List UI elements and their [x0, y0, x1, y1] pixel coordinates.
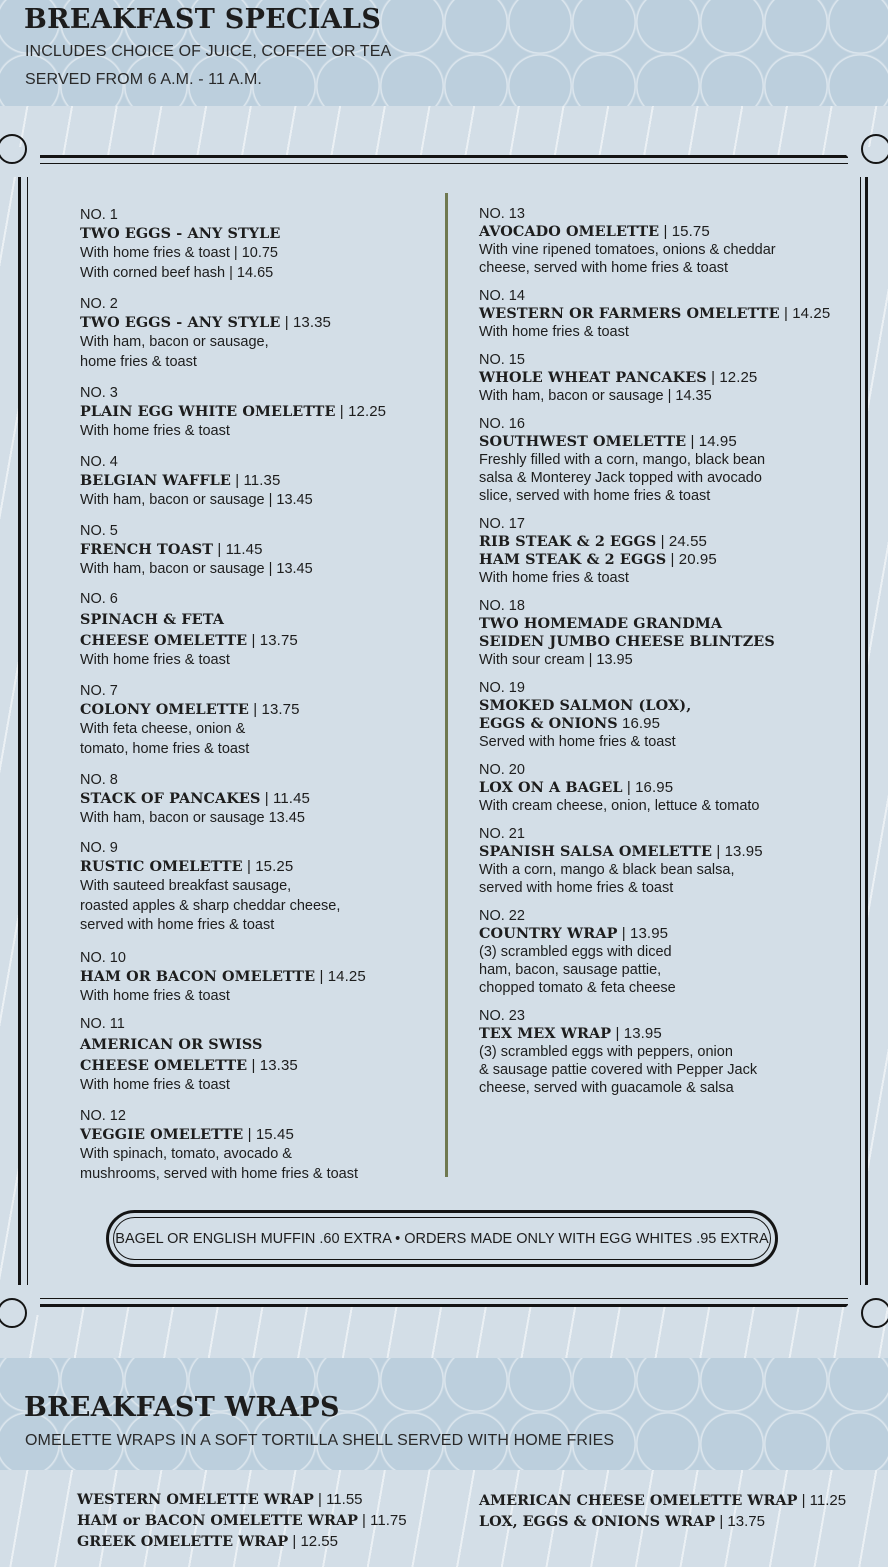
column-divider [445, 193, 448, 1177]
item-name-line2: SEIDEN JUMBO CHEESE BLINTZES [479, 633, 775, 650]
menu-item [80, 590, 440, 671]
item-name: STACK OF PANCAKES | 11.45 [80, 790, 310, 807]
item-description: With feta cheese, onion & [80, 721, 246, 737]
menu-item [479, 1007, 839, 1097]
item-description: Served with home fries & toast [479, 734, 676, 750]
item-name: TEX MEX WRAP | 13.95 [479, 1025, 662, 1042]
item-description: With home fries & toast [80, 423, 230, 439]
item-name: VEGGIE OMELETTE | 15.45 [80, 1126, 294, 1143]
item-name: WHOLE WHEAT PANCAKES | 12.25 [479, 369, 758, 386]
item-name: WESTERN OR FARMERS OMELETTE | 14.25 [479, 305, 831, 322]
menu-item [479, 351, 839, 405]
item-name: SPINACH & FETA [80, 611, 224, 628]
item-number: NO. 2 [80, 296, 118, 312]
menu-item [80, 206, 440, 283]
item-description: served with home fries & toast [479, 880, 674, 896]
frame-corner [10, 1285, 40, 1315]
menu-item [479, 761, 839, 815]
menu-item [479, 415, 839, 505]
item-number: NO. 8 [80, 772, 118, 788]
item-number: NO. 20 [479, 762, 525, 778]
item-description: With ham, bacon or sausage | 13.45 [80, 561, 313, 577]
item-number: NO. 16 [479, 416, 525, 432]
item-name: AMERICAN OR SWISS [80, 1036, 263, 1053]
extras-note-pill [106, 1210, 778, 1267]
menu-item [80, 384, 440, 442]
item-description: With home fries & toast [479, 570, 629, 586]
breakfast-subtitle-hours: SERVED FROM 6 A.M. - 11 A.M. [25, 71, 262, 88]
wrap-item: GREEK OMELETTE WRAP | 12.55 [77, 1533, 338, 1550]
item-description: & sausage pattie covered with Pepper Jack [479, 1062, 758, 1078]
item-description: ham, bacon, sausage pattie, [479, 962, 662, 978]
item-number: NO. 14 [479, 288, 525, 304]
item-description: (3) scrambled eggs with diced [479, 944, 672, 960]
item-name: TWO HOMEMADE GRANDMA [479, 615, 723, 632]
wrap-item: LOX, EGGS & ONIONS WRAP | 13.75 [479, 1513, 765, 1530]
wraps-list-left [77, 1489, 407, 1552]
menu-item [80, 453, 440, 511]
item-description: With ham, bacon or sausage | 13.45 [80, 492, 313, 508]
item-name: BELGIAN WAFFLE | 11.35 [80, 472, 281, 489]
wrap-item: AMERICAN CHEESE OMELETTE WRAP | 11.25 [479, 1492, 847, 1509]
item-number: NO. 13 [479, 206, 525, 222]
item-description: With vine ripened tomatoes, onions & cheddar [479, 242, 776, 258]
item-description: With home fries & toast [80, 988, 230, 1004]
item-description: With sauteed breakfast sausage, [80, 878, 292, 894]
item-number: NO. 3 [80, 385, 118, 401]
menu-item [479, 287, 839, 341]
extras-note-text: BAGEL OR ENGLISH MUFFIN .60 EXTRA • ORDERS MADE ONLY WITH EGG WHITES .95 EXTRA [113, 1217, 771, 1260]
item-name: SPANISH SALSA OMELETTE | 13.95 [479, 843, 763, 860]
item-number: NO. 22 [479, 908, 525, 924]
item-description: With home fries & toast [80, 1077, 230, 1093]
item-number: NO. 17 [479, 516, 525, 532]
wraps-list-right [479, 1490, 846, 1532]
item-description: With home fries & toast | 10.75 [80, 245, 278, 261]
menu-item [479, 205, 839, 277]
frame-corner [10, 147, 40, 177]
item-description: home fries & toast [80, 353, 197, 370]
item-name: RIB STEAK & 2 EGGS | 24.55 [479, 533, 707, 550]
item-name: HAM OR BACON OMELETTE | 14.25 [80, 968, 366, 985]
wrap-item: WESTERN OMELETTE WRAP | 11.55 [77, 1491, 363, 1508]
frame-corner [848, 147, 878, 177]
menu-item [80, 522, 440, 580]
item-name: COLONY OMELETTE | 13.75 [80, 701, 300, 718]
menu-item [80, 1015, 440, 1096]
breakfast-specials-title: BREAKFAST SPECIALS [24, 4, 382, 35]
item-number: NO. 23 [479, 1008, 525, 1024]
menu-item [80, 682, 440, 759]
item-name: LOX ON A BAGEL | 16.95 [479, 779, 674, 796]
item-name: AVOCADO OMELETTE | 15.75 [479, 223, 710, 240]
menu-item [479, 679, 839, 751]
item-description: (3) scrambled eggs with peppers, onion [479, 1044, 733, 1060]
item-description: With ham, bacon or sausage, [80, 334, 269, 350]
frame-corner [848, 1285, 878, 1315]
item-number: NO. 19 [479, 680, 525, 696]
item-name-line2: HAM STEAK & 2 EGGS | 20.95 [479, 551, 717, 568]
item-name: SOUTHWEST OMELETTE | 14.95 [479, 433, 737, 450]
item-description: Freshly filled with a corn, mango, black bean [479, 452, 766, 468]
item-description: With corned beef hash | 14.65 [80, 264, 274, 281]
item-description: With sour cream | 13.95 [479, 652, 633, 668]
item-description: With home fries & toast [80, 652, 230, 668]
item-number: NO. 15 [479, 352, 525, 368]
item-name: PLAIN EGG WHITE OMELETTE | 12.25 [80, 403, 387, 420]
item-name: TWO EGGS - ANY STYLE | 13.35 [80, 314, 331, 331]
item-number: NO. 6 [80, 591, 118, 607]
item-description: mushrooms, served with home fries & toast [80, 1165, 359, 1182]
item-description: served with home fries & toast [80, 917, 275, 933]
item-description: cheese, served with home fries & toast [479, 260, 729, 276]
item-name-line2: EGGS & ONIONS 16.95 [479, 715, 661, 732]
item-number: NO. 10 [80, 950, 126, 966]
menu-item [479, 907, 839, 997]
item-number: NO. 5 [80, 523, 118, 539]
item-description: With cream cheese, onion, lettuce & tomato [479, 798, 760, 814]
item-name: FRENCH TOAST | 11.45 [80, 541, 263, 558]
item-number: NO. 21 [479, 826, 525, 842]
item-description: roasted apples & sharp cheddar cheese, [80, 897, 341, 914]
menu-item [80, 949, 440, 1007]
item-description: salsa & Monterey Jack topped with avocado [479, 470, 762, 486]
menu-item [479, 515, 839, 587]
item-number: NO. 4 [80, 454, 118, 470]
item-description: chopped tomato & feta cheese [479, 980, 676, 996]
item-number: NO. 9 [80, 840, 118, 856]
menu-item [479, 597, 839, 669]
item-description: With ham, bacon or sausage | 14.35 [479, 388, 712, 404]
item-number: NO. 11 [80, 1016, 125, 1032]
menu-item [80, 839, 440, 936]
item-description: With spinach, tomato, avocado & [80, 1146, 292, 1162]
item-description: With ham, bacon or sausage 13.45 [80, 810, 305, 826]
breakfast-wraps-subtitle: OMELETTE WRAPS IN A SOFT TORTILLA SHELL SERVED WITH HOME FRIES [25, 1432, 615, 1449]
item-name-line2: CHEESE OMELETTE | 13.75 [80, 632, 298, 649]
item-number: NO. 12 [80, 1108, 126, 1124]
item-number: NO. 1 [80, 207, 118, 223]
menu-item [80, 1107, 440, 1184]
item-name: SMOKED SALMON (LOX), [479, 697, 692, 714]
menu-item [80, 295, 440, 372]
breakfast-wraps-title: BREAKFAST WRAPS [24, 1392, 340, 1423]
breakfast-subtitle-drinks: INCLUDES CHOICE OF JUICE, COFFEE OR TEA [25, 43, 392, 60]
wrap-item: HAM or BACON OMELETTE WRAP | 11.75 [77, 1512, 407, 1529]
item-name: COUNTRY WRAP | 13.95 [479, 925, 669, 942]
item-description: slice, served with home fries & toast [479, 488, 711, 504]
item-description: tomato, home fries & toast [80, 740, 250, 757]
item-number: NO. 7 [80, 683, 118, 699]
item-number: NO. 18 [479, 598, 525, 614]
item-name: TWO EGGS - ANY STYLE [80, 225, 281, 242]
item-name-line2: CHEESE OMELETTE | 13.35 [80, 1057, 298, 1074]
item-name: RUSTIC OMELETTE | 15.25 [80, 858, 294, 875]
menu-item [479, 825, 839, 897]
item-description: With home fries & toast [479, 324, 629, 340]
item-description: cheese, served with guacamole & salsa [479, 1080, 734, 1096]
item-description: With a corn, mango & black bean salsa, [479, 862, 735, 878]
menu-item [80, 771, 440, 829]
